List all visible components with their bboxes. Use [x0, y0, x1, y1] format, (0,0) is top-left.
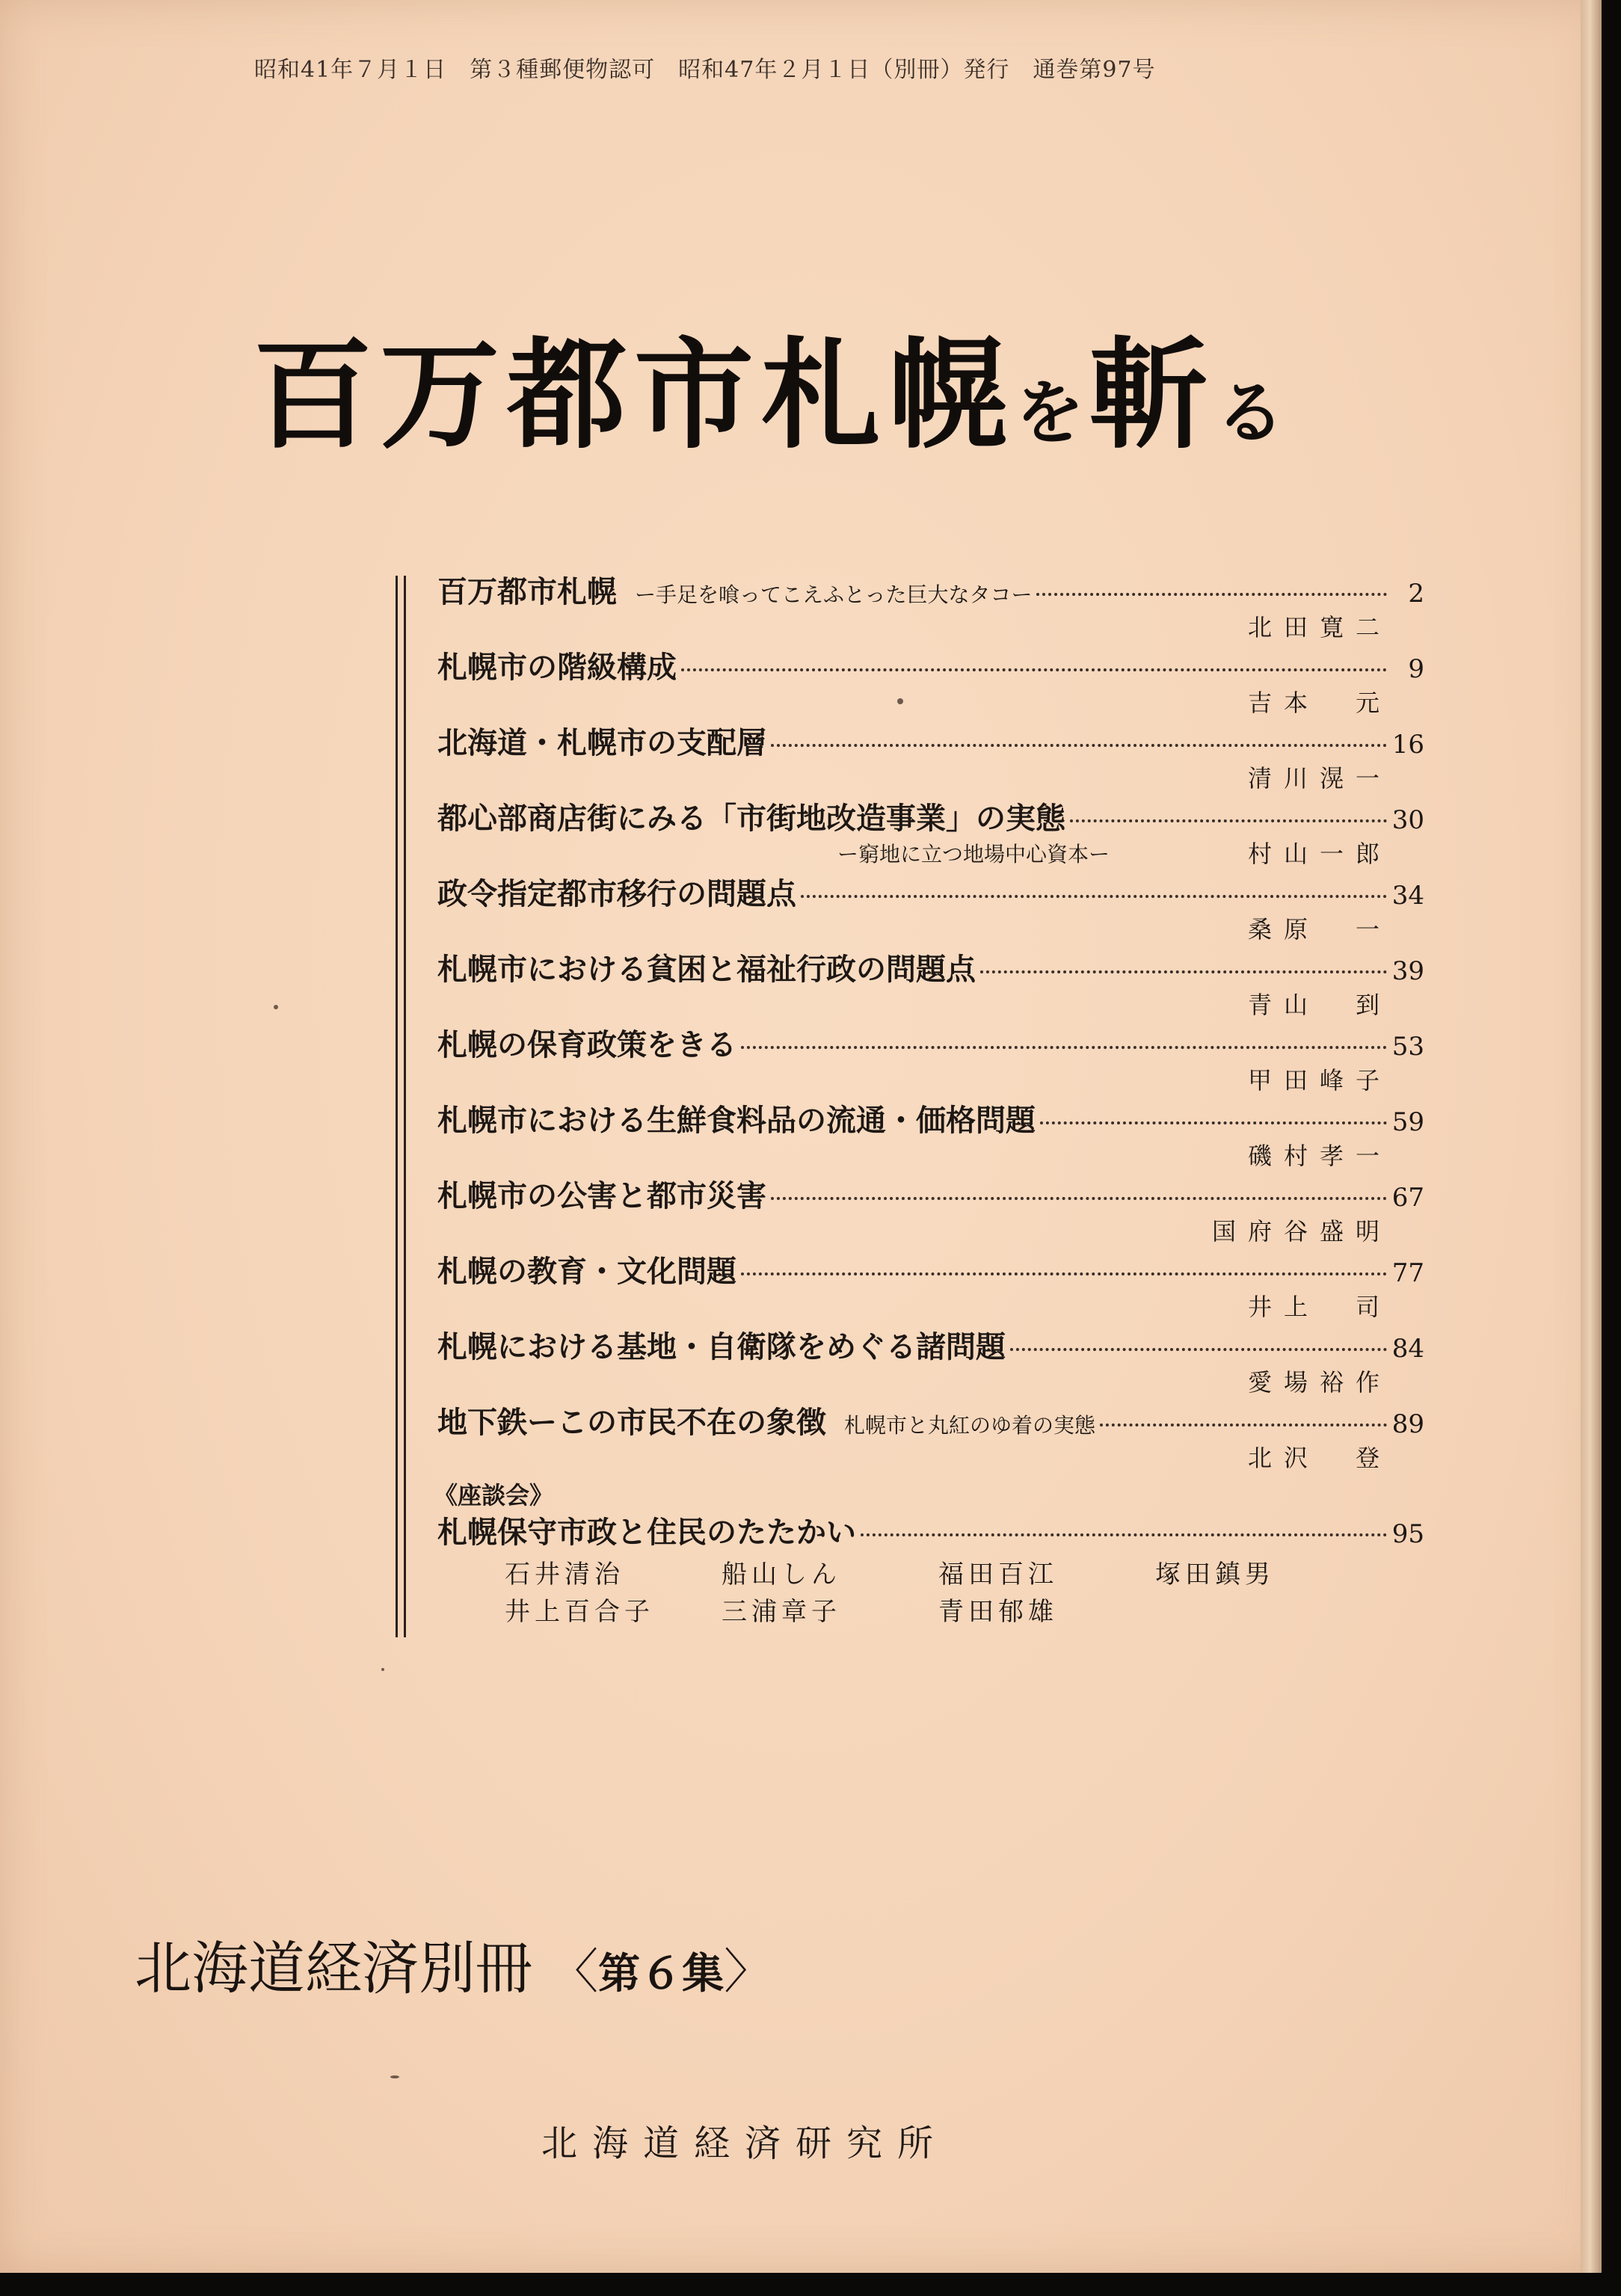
- toc-entry: [437, 1172, 1424, 1248]
- toc-page-number: 2: [1408, 579, 1424, 609]
- toc-title-row: [437, 644, 1424, 686]
- toc-entry: [437, 568, 1424, 644]
- toc-title: 札幌市の公害と都市災害: [437, 1179, 766, 1213]
- toc-title: 札幌市の階級構成: [437, 650, 677, 685]
- dot-leader: [741, 1046, 1387, 1049]
- toc-entry: [437, 1323, 1424, 1399]
- participant: 船山しん: [722, 1560, 841, 1589]
- toc-title-row: [437, 946, 1424, 988]
- dot-leader: [741, 1272, 1387, 1275]
- toc-title-row: [437, 1021, 1424, 1063]
- dot-leader: [681, 668, 1387, 671]
- participant: 三浦章子: [722, 1597, 841, 1627]
- series-open-bracket: 〈: [550, 1945, 599, 2000]
- toc-author: 清川滉一: [1247, 764, 1391, 792]
- toc-page-number: 16: [1391, 730, 1424, 760]
- toc-author: 磯村孝一: [1247, 1142, 1391, 1170]
- participant: 井上百合子: [505, 1597, 654, 1627]
- toc-title-row: [437, 870, 1424, 912]
- participants-row-2: [505, 1591, 1155, 1628]
- dot-leader: [1070, 819, 1387, 822]
- symposium-entry: [437, 1509, 1424, 1551]
- main-title-part3: 斬: [1089, 325, 1216, 465]
- toc-entry: [437, 1248, 1424, 1323]
- toc-title: 北海道・札幌市の支配層: [437, 726, 766, 760]
- toc-title: 札幌の教育・文化問題: [437, 1255, 736, 1289]
- toc-page-number: 84: [1391, 1334, 1424, 1364]
- postal-header-line: 昭和41年７月１日 第３種郵便物認可 昭和47年２月１日（別冊）発行 通巻第97号: [254, 57, 1156, 83]
- participant: 塚田鎮男: [1155, 1560, 1275, 1589]
- paper-speck: [381, 1668, 384, 1671]
- toc-title-row: [437, 795, 1424, 837]
- toc-author: 北田寛二: [1247, 613, 1391, 641]
- toc-page-number: 67: [1391, 1183, 1424, 1213]
- toc-author: 国府谷盛明: [1211, 1217, 1391, 1246]
- toc-entry: [437, 719, 1424, 795]
- toc-author: 甲田峰子: [1247, 1066, 1391, 1095]
- toc-entry: [437, 1021, 1424, 1097]
- symposium-title: 札幌保守市政と住民のたたかい: [437, 1515, 856, 1550]
- toc-author: 北沢 登: [1247, 1444, 1391, 1472]
- table-of-contents: [437, 568, 1424, 1474]
- toc-title-row: [437, 1172, 1424, 1214]
- toc-page-number: 30: [1391, 805, 1424, 835]
- paper-speck: [897, 698, 903, 704]
- toc-title: 政令指定都市移行の問題点: [437, 877, 796, 911]
- toc-title: 百万都市札幌: [437, 575, 617, 609]
- dot-leader: [1040, 1121, 1387, 1124]
- toc-author: 愛場裕作: [1247, 1368, 1391, 1397]
- toc-subtitle: 札幌市と丸紅のゆ着の実態: [844, 1413, 1096, 1438]
- main-title: [253, 299, 1289, 471]
- toc-title: 都心部商店街にみる「市街地改造事業」の実態: [437, 801, 1065, 836]
- toc-subtitle: ー手足を喰ってこえふとった巨大なタコー: [635, 582, 1033, 607]
- toc-page-number: 59: [1391, 1107, 1424, 1137]
- toc-entry: [437, 946, 1424, 1021]
- main-title-part2: を: [1015, 373, 1089, 453]
- symposium-label: 《座談会》: [434, 1481, 554, 1509]
- participant: 青田郁雄: [938, 1597, 1058, 1627]
- publisher-name: 北海道経済研究所: [541, 2123, 949, 2164]
- toc-title-row: [437, 719, 1424, 761]
- dot-leader: [771, 744, 1387, 747]
- toc-entry: [437, 795, 1424, 870]
- symposium-title-row: [437, 1509, 1424, 1551]
- toc-entry: [437, 1399, 1424, 1474]
- toc-title: 札幌における基地・自衛隊をめぐる諸問題: [437, 1330, 1006, 1364]
- participant: 石井清治: [505, 1560, 624, 1589]
- toc-page-number: 89: [1391, 1409, 1424, 1439]
- toc-entry: [437, 644, 1424, 719]
- participants-row-1: [505, 1554, 1372, 1590]
- dot-leader: [771, 1197, 1387, 1200]
- toc-entry: [437, 870, 1424, 946]
- symposium-page: 95: [1391, 1519, 1424, 1549]
- dot-leader: [801, 895, 1387, 898]
- dot-leader: [1100, 1424, 1387, 1426]
- paper-speck: [274, 1005, 278, 1009]
- toc-title-row: [437, 1097, 1424, 1139]
- participant: 福田百江: [938, 1560, 1058, 1589]
- toc-title-row: [437, 1248, 1424, 1290]
- toc-title: 地下鉄ーこの市民不在の象徴: [437, 1406, 826, 1440]
- toc-subline: ー窮地に立つ地場中心資本ー: [837, 842, 1110, 867]
- toc-title-row: [437, 1399, 1424, 1441]
- toc-title-row: [437, 1323, 1424, 1365]
- dot-leader: [980, 970, 1387, 973]
- main-title-part4: る: [1216, 373, 1290, 453]
- toc-page-number: 9: [1408, 654, 1424, 684]
- toc-author: 吉本 元: [1247, 689, 1391, 717]
- dot-leader: [1010, 1348, 1387, 1351]
- toc-author: 村山一郎: [1247, 840, 1391, 868]
- series-volume: 第６集: [598, 1950, 725, 1998]
- dot-leader: [861, 1533, 1387, 1536]
- toc-title: 札幌市における貧困と福祉行政の問題点: [437, 952, 976, 987]
- cover-spine-edge: [1581, 0, 1602, 2273]
- toc-page-number: 39: [1391, 956, 1424, 986]
- dot-leader: [1036, 593, 1387, 596]
- toc-page-number: 77: [1391, 1258, 1424, 1288]
- toc-author: 青山 到: [1247, 991, 1391, 1019]
- toc-entry: [437, 1097, 1424, 1172]
- series-close-bracket: 〉: [724, 1945, 772, 2000]
- toc-author: 桑原 一: [1247, 915, 1391, 944]
- toc-title: 札幌市における生鮮食料品の流通・価格問題: [437, 1104, 1036, 1138]
- toc-page-number: 53: [1391, 1032, 1424, 1062]
- toc-author: 井上 司: [1247, 1293, 1391, 1321]
- series-title: [135, 1923, 772, 2004]
- series-name: 北海道経済別冊: [135, 1935, 532, 2001]
- toc-double-rule: [396, 576, 406, 1637]
- toc-title-row: [437, 568, 1424, 610]
- toc-title: 札幌の保育政策をきる: [437, 1028, 736, 1062]
- main-title-part1: 百万都市札幌: [253, 325, 1016, 465]
- paper-speck: [390, 2075, 399, 2078]
- toc-page-number: 34: [1391, 881, 1424, 911]
